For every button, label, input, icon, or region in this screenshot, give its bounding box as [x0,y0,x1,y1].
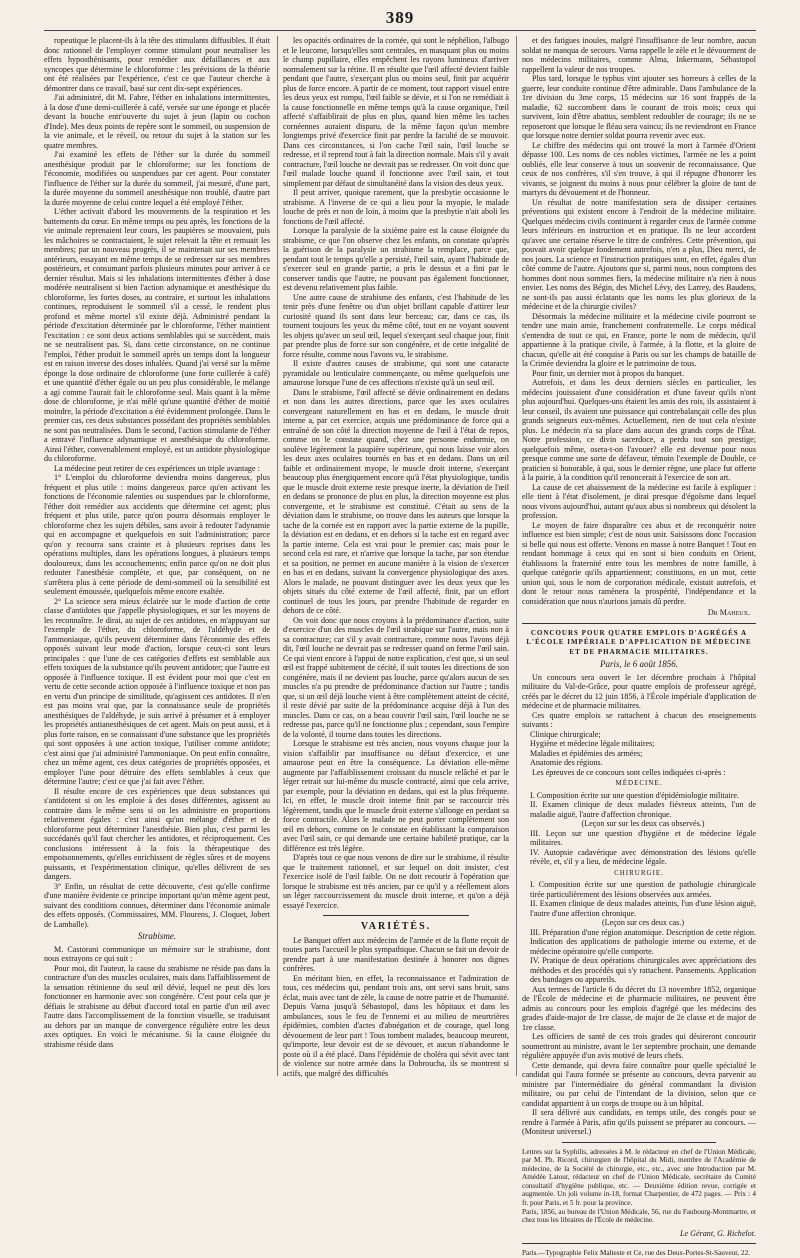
medecine-label: MÉDECINE. [615,779,663,787]
paragraph: Il peut arriver, quoique rarement, que la presbytie occasionne le strabisme. A l'inverse de ce qui a lieu pour la myopie, le malade louche de près et non de loin, à moins que la presbytie n'ait aboli les fonctions de l'œil affecté. [283,188,509,226]
varietes-heading: VARIÉTÉS. [360,921,432,932]
column-rule-1 [277,36,278,1076]
column-2 [283,36,509,1076]
paragraph: Cette demande, qui devra faire connaître pour quelle spécialité le candidat qui l'aura formée se présente au concours, devra parvenir au ministre par l'intermédiaire du général commandant la division militaire, ou par celui de l'intendant de la division, selon que ce candidat appartient à un corps de troupe ou à un hôpital. [522,1060,756,1108]
list-item: III. Préparation d'une région anatomique. Description de cette région. Indication des applications de pathologie interne ou externe, et de médecine opératoire qu'elle comporte. [530,927,756,956]
list-item: (Leçon sur sur les deux cas observés.) [581,819,705,828]
paragraph: J'ai administré, dit M. Fabre, l'éther en inhalations intermittentes, à la dose d'une demi-cuillerée à café, versée sur une éponge et placée devant la bouche entr'ouverte du sujet à jeun (lapin ou cochon d'Inde). Mes deux points de repère sont le sommeil, ou suspension de la vie animale, et le réveil, ou retour du sujet à la station sur les quatre membres. [44,93,270,150]
paragraph: La médecine peut retirer de ces expériences un triple avantage : [54,463,260,473]
column-rule-2 [516,36,517,1076]
list-item: (Leçon sur ces deux cas.) [601,918,685,927]
page-number: 389 [385,8,415,27]
author-signature: Dr Maheux. [707,608,750,617]
list-item: III. Leçon sur une question d'hygiène et de médecine légale militaires. [530,828,756,847]
strabisme-heading: Strabisme. [137,931,177,941]
printer-imprint: Paris.—Typographie Felix Malteste et Ce, rue des Deux-Portes-St-Sauveur, 22. [522,1249,750,1258]
column-1 [44,36,270,1076]
paragraph: Pour moi, dit l'auteur, la cause du strabisme ne réside pas dans la contracture d'un des muscles oculaires, mais dans l'affaiblissement de la sensation rétinienne du seul œil dévié, lequel ne peut dès lors fonctionner en harmonie avec son congénère. C'est pour cela que je défiais le strabisme au début d'accord total en partie d'un œil avec l'autre dans l'accomplissement de la fonction visuelle, se traduisant au dehors par un manque de convergence régulière entre les deux axes optiques. En voici le mécanisme. Si la cause éloignée du strabisme réside dans [44,963,270,1049]
list-item: Hygiène et médecine légale militaires; [530,739,655,748]
paragraph: J'ai examiné les effets de l'éther sur la durée du sommeil anesthésique produit par le chloroforme; sur les fonctions de l'économie, modifiées ou suspendues par cet agent. Pour constater l'influence de l'éther sur la durée du sommeil, j'ai mesuré, d'une part, la durée moyenne du sommeil anesthésique non troublé, d'autre part la durée moyenne de celui contre lequel a été employé l'éther. [44,150,270,207]
paragraph: M. Castorani communique un mémoire sur le strabisme, dont nous extrayons ce qui suit : [44,944,270,963]
enseignements-list [522,730,756,768]
section-divider [562,1142,716,1143]
paragraph: L'éther activait d'abord les mouvements de la respiration et les battements du cœur. En même temps ou peu après, les fonctions de la vie animale reprenaient leur cours, les paupières se mouvaient, puis les mâchoires se contractaient, le sujet relevait la tête et remuait les membres; par un nouveau progrès, il se maintenait sur ses membres antérieurs, essayant en même temps de se redresser sur ses membres postérieurs, et consumant parfois plusieurs minutes pour arriver à ce dernier résultat. Mais si les inhalations intermittentes d'éther à dose modérée neutralisent si bien l'action adynamique et anesthésique du chloroforme, les fortes doses, au contraire, et surtout les inhalations continues, reproduisent le sommeil s'il a cessé, le rendent plus profond et même mortel s'il existe déjà. Administré pendant la période d'excitation déterminée par le chloroforme, l'éther maintient l'excitation : ce sont deux actions semblables qui se succèdent, mais ne se neutralisent pas. Si, dans cette circonstance, on ne continue l'emploi, l'éther produit le sommeil après un temps dont la longueur est en raison inverse des doses inhalées. Quand j'ai versé sur la même éponge la dose ordinaire de chloroforme (une forte cuillerée à café) et une quantité d'éther égale ou un peu plus considérable, le mélange a agi comme l'aurait fait le chloroforme seul. Mais quant à la même dose de chloroforme, je n'ai mêlé qu'une quantité d'éther de moitié moindre, la période d'excitation a été évidemment prolongée. Dans le premier cas, ces deux substances possédant des propriétés semblables ne sont pas neutralisées. Dans le second, l'action stimulante de l'éther a entravé l'influence adynamique et anesthésique du chloroforme. Ainsi l'éther, convenablement employé, est un antidote physiologique du chloroforme. [44,207,270,463]
list-item: IV. Autopsie cadavérique avec démonstration des lésions qu'elle révèle, et, s'il y a lieu, de médecine légale. [530,847,756,866]
paragraph: les opacités ordinaires de la cornée, qui sont le néphélion, l'albugo et le leucome, lorsqu'elles sont centrales, en masquant plus ou moins le champ pupillaire, elles empêchent les rayons lumineux d'arriver normalement sur la rétine. Il en résulte que l'œil affecté devient faible pendant que l'autre, s'exerçant plus ou moins seul, finit par acquérir plus de force encore. A partir de ce moment, tout rapport visuel entre les deux yeux est rompu, l'œil faible se dévie, et si l'on ne remédiait à la cause fonctionnelle en même temps qu'à la cause organique, l'œil affecté s'affaiblirait de plus en plus, quand bien même les taches cornéennes auraient disparu, de la même façon qu'un membre longtemps privé d'exercice finit par perdre la faculté de se mouvoir. Dans ces circonstances, si l'on cache l'œil sain, l'œil louche se redresse, et il reprend tout à fait la direction normale. Mais s'il y avait contracture, l'œil louche ne devrait pas se redresser. On voit donc que l'œil malade louche quand il fonctionne avec l'œil sain, et tout simplement par défaut de simultanéité dans la vision des deux yeux. [283,36,509,188]
gerant-signature: Le Gérant, G. Richelot. [680,1228,756,1238]
list-item: IV. Pratique de deux opérations chirurgicales avec appréciations des méthodes et des procédés qui s'y rattachent. Pansements. Application des bandages ou appareils. [530,956,756,984]
paragraph: La cause de cet abaissement de la médecine est facile à expliquer : elle tient à l'état d'isolement, je dirai presque d'égoïsme dans lequel nous vivons aujourd'hui, autant qu'aux abus si nombreux qui désolent la profession. [522,482,756,520]
paragraph: Le Banquet offert aux médecins de l'armée et de la flotte reçoit de toutes parts l'accueil le plus sympathique. Chacun se fait un devoir de prendre part à une manifestation destinée à honorer nos dignes confrères. [283,935,509,973]
paragraph: Aux termes de l'article 6 du décret du 13 novembre 1852, organique de l'École de médecine et de pharmacie militaires, ne peuvent être admis au concours pour les emplois d'agrégé que les médecins des grades d'aide-major de 1re classe, de major de 2e classe et de major de 1re classe. [522,984,756,1032]
paragraph: Une autre cause de strabisme des enfants, c'est l'habitude de les tenir près d'une fenêtre ou d'un objet brillant capable d'attirer leur curiosité quand ils sont dans leur berceau; car, dans ce cas, ils tournent toujours les yeux du même côté, tout en ne voyant souvent les objets qu'avec un seul œil, lequel s'exerçant seul chaque jour, finit par prendre plus de force sur son congénère, et de cette inégalité de force résulte, comme nous l'avons vu, le strabisme. [283,292,509,359]
paragraph: Les officiers de santé de ces trois grades qui désireront concourir soumettront au ministre, avant le 1er septembre prochain, une demande régulière appuyée d'un avis motivé de leurs chefs. [522,1032,756,1060]
book-notice: Lettres sur la Syphilis, adressées à M. le rédacteur en chef de l'Union Médicale, par M. Ph. Ricord, chirurgien de l'hôpital du Midi, membre de l'Académie de médecine, de la Société de chirurgie, etc., etc., avec une Introduction par M. Amédée Latour, rédacteur en chef de l'Union Médicale, secrétaire du Comité consultatif d'hygiène publique, etc. — Deuxième édition revue, corrigée et augmentée. Un joli volume in-18, format Charpentier, de 472 pages. — Prix : 4 fr. pour Paris, et 5 fr. pour la province. [522,1147,756,1208]
paragraph: 3° Enfin, un résultat de cette découverte, c'est qu'elle confirme d'une manière évidente ce principe important qu'un même agent peut, suivant des conditions connues, déterminer dans l'économie animale des effets opposés. (Commissaires, MM. Flourens, J. Cloquet, Jobert de Lamballe). [44,881,270,929]
paragraph: Le moyen de faire disparaître ces abus et de reconquérir notre influence est bien simple; c'est de nous unir. Saisissons donc l'occasion si belle qui nous est offerte. Venons en masse à notre Banquet ! Tout en rendant hommage à ceux qui en sont si bien conduits en Orient, établissons la fraternité entre tous les membres de notre famille, à quelque catégorie qu'ils appartiennent; constituons, en un mot, cette union qui, sous le nom de corporation médicale, existait autrefois, et dont le retour nous ramènera la prospérité, l'indépendance et la considération que nous n'aurions jamais dû perdre. [522,520,756,606]
list-item: Anatomie des régions. [530,758,603,767]
paragraph: Lorsque la paralysie de la sixième paire est la cause éloignée du strabisme, ce que l'on observe chez les enfants, on constate qu'après la guérison de la paralysie un strabisme la remplace, parce que, pendant tout le temps qu'elle a persisté, l'œil sain, ayant l'habitude de s'exercer seul en grande partie, a pris le dessus et a fini par le conserver tandis que l'autre, ne pouvant pas également fonctionner, est devenu relativement plus faible. [283,226,509,292]
chirurgie-label: CHIRURGIE. [614,868,664,877]
list-item: Maladies et épidémies des armées; [530,748,643,758]
paragraph: 2° La science sera mieux éclairée sur le mode d'action de cette classe d'antidotes que j'appelle physiologiques, et sur les moyens de les reconnaître. Je dirai, au sujet de ces antidotes, en m'appuyant sur l'exemple de l'éther, du chloroforme, de l'aldéhyde et de l'ammoniaque, qu'ils peuvent déterminer dans l'économie des effets opposés suivant leur mode d'action, lorsque ceux-ci sont leurs principales : que l'une de ces catégories d'effets est semblable aux effets toxiques de la substance qu'ils peuvent antidoter; que l'autre est opposée à l'influence toxique. Il est évident pour moi que c'est en vertu de cette seconde action opposée à l'influence toxique et non pas en vertu d'un principe de similitude, qu'agissent ces antidotes. Il n'en est pas moins vrai que, par la connaissance seule de propriétés anesthésiques de l'aldéhyde, je suis arrivé à présumer et à employer les propriétés antianesthésiques de cet agent. Mais on peut aussi, et à plus forte raison, en se connaissant d'une substance que les propriétés qui sont opposées à une action toxique, l'utiliser comme antidote; c'est ainsi que j'ai administré l'ammoniaque. On peut enfin connaître, chez un même agent, ces deux catégories de propriétés opposées, et employer l'une pour détruire des effets semblables à ceux que détermine l'autre; c'est ce que j'ai fait avec l'éther. [44,596,270,786]
paragraph: Les épreuves de ce concours sont celles indiquées ci-après : [532,767,726,777]
paragraph: Autrefois, et dans les deux derniers siècles en particulier, les médecins jouissaient d'une considération et d'une faveur qu'ils n'ont plus aujourd'hui. Quelques-uns étaient les amis des rois, ils assistaient à leur conseil, ils avaient une puissance qui contrebalançait celle des plus grands seigneurs eux-mêmes. Actuellement, rien de tout cela n'existe plus. Le médecin n'a sa place dans aucun des grands corps de l'État. Notre profession, ce divin sacerdoce, a perdu tout son prestige; quelquefois même, osera-t-on l'avouer? elle est devenue pour nous presque comme une sorte de défaveur, témoin l'exemple de Double, ce praticien si honorable, à qui, sous le dernier règne, une place fut offerte à la pairie, à la condition qu'il renoncerait à l'exercice de son art. [522,378,756,482]
list-item: I. Composition écrite sur une question de pathologie chirurgicale tirée particulièrement des lésions observées aux armées. [530,880,756,899]
paragraph: Le chiffre des médecins qui ont trouvé la mort à l'armée d'Orient dépasse 100. Les noms de ces nobles victimes, l'armée ne les a point oubliés, elle leur conserve à tous un souvenir de reconnaissance. Que ceux de nos confrères, s'il s'en trouve, à qui il répugne d'honorer les vivants, se joignent du moins à nous pour célébrer la gloire de tant de martyrs du dévouement et de l'honneur. [522,140,756,197]
paragraph: Il sera délivré aux candidats, en temps utile, des congés pour se rendre à l'armée à Paris, afin qu'ils puissent se préparer au concours. — (Moniteur universel.) [522,1108,756,1136]
chirurgie-list [522,880,756,985]
paragraph: ropeutique le placent-ils à la tête des stimulants diffusibles. Il était donc rationnel de l'employer comme stimulant pour neutraliser les effets hyposthénisants, pour remédier aux défaillances et aux syncopes que détermine le chloroforme : les prévisions de la théorie ont été réalisées par l'expérience, c'est ce que l'auteur cherche à démontrer dans ce travail, basé sur cent dix-sept expériences. [44,36,270,93]
paragraph: et des fatigues inouïes, malgré l'insuffisance de leur nombre, aucun soldat ne manqua de secours. Varna rappelle le zèle et le dévouement de nos médecins militaires, comme Alma, Inkermann, Sébastopol rappellent la valeur de nos troupes. [522,36,756,74]
paragraph: 1° L'emploi du chloroforme deviendra moins dangereux, plus fréquent et plus utile : moins dangereux parce qu'en activant les fonctions de l'économie ralenties ou suspendues par le chloroforme, l'éther doit remédier aux accidents que détermine cet agent; plus fréquent et plus utile, parce qu'on pourra désormais employer le chloroforme chez les sujets débiles, sans avoir à redouter l'adynamie qui en accompagne et quelquefois en suit l'administration; parce qu'on y recourra sans crainte et à plusieurs reprises dans les opérations multiples, dans les opérations longues, à plusieurs temps douloureux, dans les accouchements; enfin parce qu'on ne doit plus redouter l'anesthésie complète, et que, par conséquent, on ne s'arrêtera plus à cette période de demi-sommeil où la sensibilité est seulement émoussée, quelquefois même encore exaltée. [44,473,270,596]
concours-date: Paris, le 6 août 1856. [600,659,678,669]
column-3 [522,36,756,1258]
list-item: II. Examen clinique de deux malades fiévreux atteints, l'un de maladie aiguë, l'autre d'affection chronique. [530,800,756,819]
medecine-list [522,791,756,867]
header-rule [44,30,756,31]
section-divider [323,915,469,916]
paragraph: Un concours sera ouvert le 1er décembre prochain à l'hôpital militaire du Val-de-Grâce, pour quatre emplois de professeur agrégé, créés par le décret du 12 juin 1856, à l'École impériale d'application de médecine et de pharmacie militaires. [522,672,756,710]
paragraph: Désormais la médecine militaire et la médecine civile pourront se tendre une main amie, franchement confraternelle. Le corps médical s'entendra de tout ce qui, en France, porte le nom de médecin, qu'il appartienne à la pratique civile, à l'armée, à la flotte, et la gloire de chacun, qu'elle ait été conquise à Paris ou sur les champs de bataille de la Crimée deviendra la gloire et le patrimoine de tous. [522,311,756,368]
list-item: II. Examen clinique de deux malades atteints, l'un d'une lésion aiguë, l'autre d'une affection chronique. [530,899,756,918]
paragraph: On voit donc que nous croyons à la prédominance d'action, suite d'exercice d'un des muscles de l'œil strabique sur l'autre, mais non à sa contracture; car s'il y avait contracture, comme nous l'avons déjà dit, l'œil louche ne devrait pas se redresser quand on ferme l'œil sain. Ce qui vient encore à l'appui de notre explication, c'est que, si un seul œil est frappé subitement de cécité, il suit toutes les directions de son congénère, mais il ne devient pas louche, parce qu'alors aucun de ses muscles n'a pu prendre de prédominance d'action sur l'autre ; tandis que, si un œil déjà louche vient à être complètement atteint de cécité, il reste dévié par suite de la prédominance acquise déjà à l'un des muscles. Dans ce cas, on a beau couvrir l'œil sain, l'œil louche ne se redresse pas, parce qu'il ne fonctionne plus ; cependant, sous l'empire de la volonté, il tourne dans toutes les directions. [283,615,509,739]
paragraph: D'après tout ce que nous venons de dire sur le strabisme, il résulte que le traitement rationnel, et sur lequel on doit insister, c'est l'exercice isolé de l'œil faible. On ne doit recourir à l'opération que lorsque le strabisme est très ancien, par ce qu'il y a réellement alors un léger raccourcissement du muscle droit interne, et qu'on a déjà essayé l'exercice. [283,853,509,910]
paragraph: Plus tard, lorsque le typhus vint ajouter ses horreurs à celles de la guerre, leur conduite continue d'être admirable. Dans l'ambulance de la 1re division du 3me corps, 15 médecins sur 16 sont frappés de la maladie, 62 succombent dans le courant de trois mois; ceux qui survivent, loin d'être abattus, semblent redoubler de courage; ils ne se reposeront que lorsque le fléau sera vaincu; ils ne reviendront en France que lorsque notre dernier soldat pourra revenir avec eux. [522,74,756,140]
paragraph: Ces quatre emplois se rattachent à chacun des enseignements suivants : [522,710,756,729]
paragraph: Il existe d'autres causes de strabisme, qui sont une cataracte pyramidale ou lenticulaire commençante, ou même quelquefois une amaurose lorsque l'une de ces affections n'existe qu'à un seul œil. [283,359,509,387]
paragraph: En méritant bien, en effet, la reconnaissance et l'admiration de tous, ces médecins qui, pendant trois ans, ont servi sans bruit, sans éclat, mais avec tant de zèle, la cause de notre patrie et de l'humanité. Depuis Varna jusqu'à Sébastopol, dans les hôpitaux et dans les ambulances, sous le feu de l'ennemi et au milieu de meurtrières épidémies, combien d'actes d'abnégation et de courage, quel long dévouement de leur part ! Tous tombent malades, beaucoup meurent, qu'importe, leur devoir est de se dévouer, et aucun n'abandonne le poste où il a été placé. Dans l'épidémie de choléra qui sévit avec tant de violence sur notre armée dans la Dobroucha, ils se montrent si actifs, que malgré des difficultés [283,973,509,1078]
concours-heading: CONCOURS POUR QUATRE EMPLOIS D'AGRÉGÉS A L'ÉCOLE IMPÉRIALE D'APPLICATION DE MÉDECINE ET DE PHARMACIE MILITAIRES. [526,628,752,656]
paragraph: Il résulte encore de ces expériences que deux substances qui s'antidotent si on les emploie à des doses différentes, agissent au contraire dans le même sens si on les administre en proportions relativement égales : c'est ainsi qu'un mélange d'éther et de chloroforme peut déterminer l'anesthésie. Bien plus, c'est parmi les succédanés qu'il faut chercher les antidotes, et réciproquement. Ces conclusions intéressent à la fois la thérapeutique des empoisonnements, qu'elles enrichissent de règles sûres et de moyens puissants, et l'expérimentation clinique, qu'elles délivrent de ses dangers. [44,786,270,881]
paragraph: Pour finir, un dernier mot à propos du banquet. [532,368,685,378]
book-publisher: Paris, 1856, au bureau de l'Union Médicale, 56, rue du Faubourg-Montmartre, et chez tous les libraires de l'École de médecine. [522,1207,756,1225]
list-item: I. Composition écrite sur une question d'épidémiologie militaire. [530,790,739,800]
paragraph: Lorsque le strabisme est très ancien, nous voyons chaque jour la vision s'affaiblir par insuffisance ou défaut d'exercice, et une amaurose peut en être la conséquence. La déviation elle-même augmente par l'affaiblissement croissant du muscle relâché et par le léger retrait sur lui-même du muscle contracté, ainsi que cela arrive, par exemple, pour la déviation en dedans, qui est la plus fréquente. Ici, en effet, le muscle droit interne finit par se raccourcir très légèrement, tandis que le muscle droit externe s'allonge en perdant sa force contractile. Alors le malade ne peut porter complètement son œil en dehors, comme on le constate en établissant la comparaison avec l'œil sain, ce qui demande une certaine habileté pratique, car la différence est très légère. [283,739,509,853]
section-divider [522,1243,756,1244]
paragraph: Dans le strabisme, l'œil affecté se dévie ordinairement en dedans et non dans les autres directions, parce que les axes oculaires convergeant naturellement en bas et en dedans, le muscle droit interne a, par cet exercice, acquis une prédominance de force qui a entraîné de son côté la direction moyenne de l'œil à l'état de repos, comme on le constate quand, chez une personne endormie, on soulève légèrement la paupière supérieure, qui nous laisse voir alors les deux axes oculaires tournés en bas et en dedans. Dans un œil faible et ordinairement myope, le muscle droit interne, s'exerçant beaucoup plus énergiquement encore qu'à l'état physiologique, tandis que le muscle droit externe reste presque inerte, la déviation de l'œil en dedans se prononce de plus en plus, la direction moyenne est plus convergente, et le strabisme est constitué. C'était au sens de la déviation dans le strabisme, on trouve dans les auteurs que lorsque la tache de la cornée est en rapport avec la partie externe de la pupille, la déviation est en dedans, et en dehors si la tache est en regard avec la partie interne. Cela est vrai pour le premier cas; mais pour le second cela est rare, et n'arrive que lorsque la tache, par son étendue et sa position, ne permet en aucune manière à la vision de s'exercer en bas et en dedans, suivant la convergence physiologique des axes. Alors le malade, ne pouvant distinguer avec les deux yeux que les objets situés du côté externe de l'œil affecté, finit, par un effort continuel de tous les jours, par prendre l'habitude de regarder en dehors de ce côté. [283,387,509,615]
section-divider [522,623,756,624]
paragraph: Un résultat de notre manifestation sera de dissiper certaines préventions qui existent encore à l'endroit de la médecine militaire. Quelques médecins civils continuent à regarder ceux de l'armée comme leurs inférieurs en instruction et en pratique. Ils ne leur accordent qu'avec une certaine réserve le titre de confrères. Cette prévention, qui pouvait avoir quelque fondement autrefois, n'en a plus, Dieu merci, de nos jours. La science et l'instruction pratiques sont, en effet, égales d'un côté comme de l'autre. Ajoutons que si, parmi nous, nous comptons des hommes dont nous sommes fiers, la médecine militaire n'a rien à nous envier. Les noms des Bégin, des Michel Lévy, des Larrey, des Baudens, ne sont-ils pas aussi éclatants que les noms les plus glorieux de la médecine et de la chirurgie civiles? [522,197,756,311]
list-item: Clinique chirurgicale; [530,729,601,739]
